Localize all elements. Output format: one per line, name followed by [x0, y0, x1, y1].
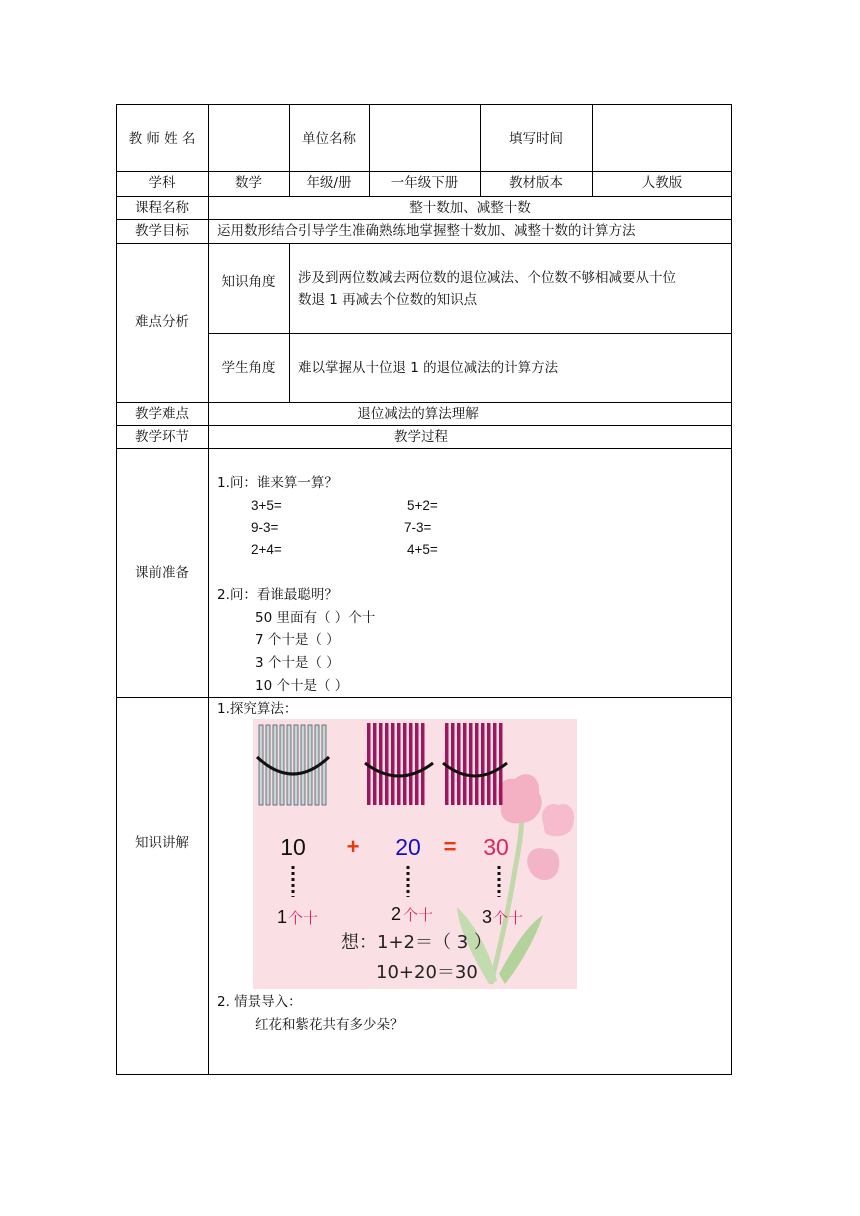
tens-digit-3: 3 [482, 907, 493, 927]
edition-value: 人教版 [641, 175, 683, 191]
preparation-label: 课前准备 [135, 565, 189, 581]
result-line: 10+20＝30 [376, 962, 478, 983]
lecture-step-1: 1.探究算法： [217, 701, 298, 717]
knowledge-angle-line2: 数退 1 再减去个位数的知识点 [298, 292, 478, 308]
teaching-stage-value: 教学过程 [394, 429, 448, 445]
fill-blank-item: 3 个十是（ ） [255, 655, 340, 671]
subject-label: 学科 [148, 175, 176, 191]
exercise-item: 4+5= [407, 542, 438, 557]
teacher-name-label: 教 师 姓 名 [128, 131, 196, 147]
knowledge-angle-label: 知识角度 [221, 274, 276, 290]
teaching-difficulty-label: 教学难点 [135, 406, 189, 422]
edition-label: 教材版本 [509, 175, 563, 191]
unit-label: 单位名称 [302, 131, 356, 147]
scenario-question: 红花和紫花共有多少朵？ [255, 1017, 404, 1033]
addend-2: 20 [395, 834, 421, 860]
sum: 30 [483, 834, 509, 860]
plus-sign: + [346, 834, 360, 859]
subject-value: 数学 [235, 175, 262, 191]
goal-value: 运用数形结合引导学生准确熟练地掌握整十数加、减整十数的计算方法 [217, 223, 636, 239]
exercise-item: 3+5= [251, 498, 282, 513]
tens-addition-illustration [253, 719, 577, 989]
fill-blank-item: 10 个十是（ ） [255, 678, 349, 694]
tens-digit-2: 2 [391, 904, 402, 924]
fill-blank-item: 50 里面有（ ）个十 [255, 610, 376, 626]
think-line: 想：1+2＝（ 3 ） [341, 932, 492, 953]
preparation-question-2: 2.问：看谁最聪明？ [217, 587, 338, 603]
tens-digit-1: 1 [277, 907, 288, 927]
tens-unit-label: 个十 [403, 906, 434, 924]
teaching-difficulty-value: 退位减法的算法理解 [357, 406, 479, 422]
student-angle-text: 难以掌握从十位退 1 的退位减法的计算方法 [298, 360, 559, 376]
knowledge-angle-line1: 涉及到两位数减去两位数的退位减法、个位数不够相减要从十位 [298, 270, 676, 286]
difficulty-analysis-label: 难点分析 [135, 314, 189, 330]
grade-label: 年级/册 [306, 175, 352, 191]
exercise-item: 7-3= [404, 520, 432, 535]
date-label: 填写时间 [509, 131, 563, 147]
exercise-item: 9-3= [251, 520, 279, 535]
goal-label: 教学目标 [135, 223, 189, 239]
teaching-stage-label: 教学环节 [135, 429, 189, 445]
equals-sign: = [443, 834, 457, 859]
course-value: 整十数加、减整十数 [409, 200, 531, 216]
lecture-label: 知识讲解 [135, 835, 189, 851]
exercise-item: 2+4= [251, 542, 282, 557]
student-angle-label: 学生角度 [221, 360, 276, 376]
tens-unit-label: 个十 [288, 909, 319, 927]
grade-value: 一年级下册 [390, 175, 459, 191]
tens-unit-label: 个十 [493, 909, 524, 927]
preparation-question-1: 1.问：谁来算一算？ [217, 475, 338, 491]
course-label: 课程名称 [135, 200, 189, 216]
fill-blank-item: 7 个十是（ ） [255, 632, 340, 648]
exercise-item: 5+2= [407, 498, 438, 513]
lecture-step-2: 2. 情景导入： [217, 994, 302, 1010]
addend-1: 10 [280, 834, 306, 860]
